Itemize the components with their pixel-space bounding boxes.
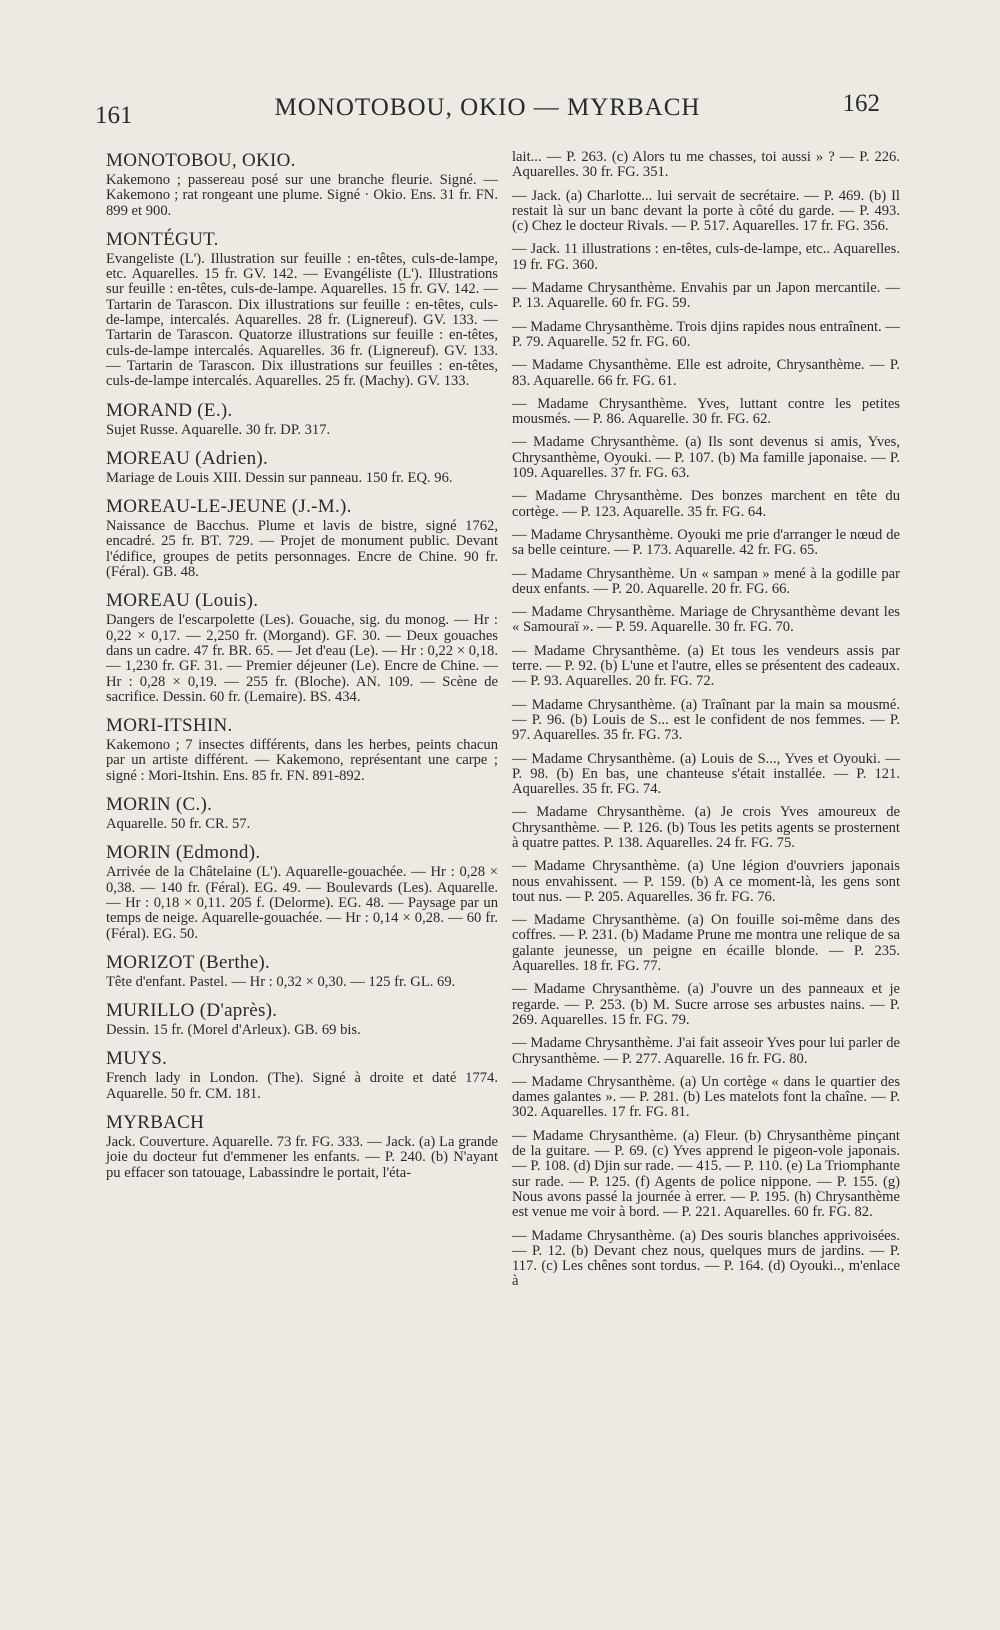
entry-text: Kakemono ; 7 insectes différents, dans les herbes, peints chacun par un artiste différent. — Kakemono, représentant une carpe ; signé : Mori-Itshin. Ens. 85 fr. FN. 891-892. [106, 737, 498, 784]
artist-heading: MURILLO (D'après). [106, 1000, 278, 1022]
catalog-entry-text: — Madame Chrysanthème. (a) On fouille soi-même dans des coffres. — P. 231. (b) Madame Prune me montra une relique de sa galante jeunesse, un peigne en écaille blonde. — P. 235. Aquarelles. 18 fr. FG. 77. [512, 912, 900, 975]
catalog-entry-text: — Jack. 11 illustrations : en-têtes, culs-de-lampe, etc.. Aquarelles. 19 fr. FG. 360. [512, 241, 900, 273]
entry-text: Mariage de Louis XIII. Dessin sur panneau. 150 fr. EQ. 96. [106, 469, 453, 486]
catalog-entry-text: — Madame Chrysanthème. J'ai fait asseoir Yves pour lui parler de Chrysanthème. — P. 277. Aquarelle. 16 fr. FG. 80. [512, 1035, 900, 1067]
entry-text: Dangers de l'escarpolette (Les). Gouache, sig. du monog. — Hr : 0,22 × 0,17. — 2,250 fr. (Morgand). GF. 30. — Deux gouaches dans un cadre. 47 fr. BR. 65. — Jet d'eau (Le). — Hr : 0,22 × 0,18. — 1,230 fr. GF. 31. — Premier déjeuner (Le). Encre de Chine. — Hr : 0,28 × 0,19. — 255 fr. (Bloche). AN. 109. — Scène de sacrifice. Dessin. 60 fr. (Lemaire). BS. 434. [106, 612, 498, 705]
artist-heading: MOREAU (Adrien). [106, 447, 269, 469]
catalog-entry [106, 590, 498, 705]
catalog-entry [106, 400, 498, 438]
artist-heading: MORI-ITSHIN. [106, 715, 233, 737]
right-column [512, 150, 900, 1298]
catalog-entry [106, 952, 498, 990]
entry-text: French lady in London. (The). Signé à droite et daté 1774. Aquarelle. 50 fr. CM. 181. [106, 1070, 498, 1102]
catalog-entry-text: — Madame Chrysanthème. (a) Et tous les vendeurs assis par terre. — P. 92. (b) L'une et l'autre, elles se présentent des cadeaux. — P. 93. Aquarelles. 20 fr. FG. 72. [512, 642, 900, 690]
artist-heading: MORAND (E.). [106, 399, 233, 421]
catalog-entry-text: — Madame Chrysanthème. (a) Fleur. (b) Chrysanthème pinçant de la guitare. — P. 69. (c) Yves apprend le pigeon-vole japonais. — P. 108. (d) Djin sur rade. — 415. — P. 110. (e) La Triomphante sur rade. — P. 125. (f) Agents de police nippone. — P. 155. (g) Nous avons passé la journée à errer. — P. 195. (h) Chrysanthème est venue me voir à bord. — P. 221. Aquarelles. 60 fr. FG. 82. [512, 1127, 900, 1221]
catalog-entry-text: lait... — P. 263. (c) Alors tu me chasses, toi aussi » ? — P. 226. Aquarelles. 30 fr. FG. 351. [512, 149, 900, 181]
catalog-entry-text: — Madame Chrysanthème. Un « sampan » mené à la godille par deux enfants. — P. 20. Aquarelle. 20 fr. FG. 66. [512, 565, 900, 597]
entry-text: Kakemono ; passereau posé sur une branche fleurie. Signé. — Kakemono ; rat rongeant une plume. Signé · Okio. Ens. 31 fr. FN. 899 et 900. [106, 172, 498, 219]
artist-heading: MOREAU (Louis). [106, 590, 259, 612]
artist-heading: MONTÉGUT. [106, 228, 219, 250]
catalog-entry-text: — Madame Chrysanthème. Envahis par un Japon mercantile. — P. 13. Aquarelle. 60 fr. FG. 59. [512, 280, 900, 312]
catalog-entry-text: — Madame Chrysanthème. (a) Ils sont devenus si amis, Yves, Chrysanthème, Oyouki. — P. 107. (b) Ma famille japonaise. — P. 109. Aquarelles. 37 fr. FG. 63. [512, 434, 900, 482]
entry-text: Arrivée de la Châtelaine (L'). Aquarelle-gouachée. — Hr : 0,28 × 0,38. — 140 fr. (Féral). EG. 49. — Boulevards (Les). Aquarelle. — Hr : 0,18 × 0,11. 205 f. (Delorme). EG. 48. — Paysage par un temps de neige. Aquarelle-gouachée. — Hr : 0,14 × 0,28. — 60 fr. (Féral). EG. 50. [106, 864, 498, 942]
catalog-entry [106, 842, 498, 941]
catalog-entry-text: — Madame Chrysanthème. Des bonzes marchent en tête du cortège. — P. 123. Aquarelle. 35 fr. FG. 64. [512, 488, 900, 520]
artist-heading: MOREAU-LE-JEUNE (J.-M.). [106, 496, 352, 518]
catalog-entry [106, 229, 498, 390]
artist-heading: MORIN (C.). [106, 794, 213, 816]
running-title: MONOTOBOU, OKIO — MYRBACH [274, 94, 701, 121]
catalog-entry-text: — Madame Chrysanthème. Mariage de Chrysanthème devant les « Samouraï ». — P. 59. Aquarelle. 30 fr. FG. 70. [512, 604, 900, 636]
catalog-entry [106, 715, 498, 784]
artist-heading: MORIN (Edmond). [106, 842, 261, 864]
artist-heading: MYRBACH [106, 1111, 205, 1133]
entry-text: Dessin. 15 fr. (Morel d'Arleux). GB. 69 bis. [106, 1022, 361, 1039]
left-column [106, 150, 498, 1191]
catalog-entry [106, 448, 498, 486]
catalog-entry-text: — Jack. (a) Charlotte... lui servait de secrétaire. — P. 469. (b) Il restait là sur un banc devant la porte à côté du garde. — P. 493. (c) Chez le docteur Rivals. — P. 517. Aquarelles. 17 fr. FG. 356. [512, 187, 900, 235]
catalog-entry [106, 794, 498, 832]
running-head [95, 90, 880, 130]
catalog-entry-text: — Madame Chrysanthème. (a) Une légion d'ouvriers japonais nous envahissent. — P. 159. (b) A ce moment-là, les gens sont tout nus. — P. 205. Aquarelles. 36 fr. FG. 76. [512, 858, 900, 905]
catalog-entry-text: — Madame Chrysanthème. (a) Traînant par la main sa mousmé. — P. 96. (b) Louis de S... est le confident de nos femmes. — P. 97. Aquarelles. 35 fr. FG. 73. [512, 696, 900, 744]
artist-heading: MONOTOBOU, OKIO. [106, 150, 296, 171]
catalog-entry [106, 1048, 498, 1102]
catalog-entry [106, 496, 498, 580]
catalog-entry-text: — Madame Chysanthème. Elle est adroite, Chrysanthème. — P. 83. Aquarelle. 66 fr. FG. 61. [512, 357, 900, 389]
left-page-number: 161 [95, 102, 133, 129]
entry-text: Naissance de Bacchus. Plume et lavis de bistre, signé 1762, encadré. 25 fr. BT. 729. — Projet de monument public. Devant l'édifice, groupes de petits personnages. Encre de Chine. 90 fr. (Féral). GB. 48. [106, 518, 498, 581]
catalog-entry-text: — Madame Chrysanthème. (a) Je crois Yves amoureux de Chrysanthème. — P. 126. (b) Tous les petits agents se prosternent à quatre pattes. P. 138. Aquarelles. 24 fr. FG. 75. [512, 804, 900, 851]
right-page-number: 162 [842, 90, 880, 117]
entry-text: Tête d'enfant. Pastel. — Hr : 0,32 × 0,30. — 125 fr. GL. 69. [106, 973, 456, 990]
catalog-entry-text: — Madame Chrysanthème. Trois djins rapides nous entraînent. — P. 79. Aquarelle. 52 fr. FG. 60. [512, 318, 900, 350]
entry-text: Jack. Couverture. Aquarelle. 73 fr. FG. 333. — Jack. (a) La grande joie du docteur fut d'emmener les enfants. — P. 240. (b) N'ayant pu effacer son tatouage, Labassindre le portait, l'éta- [106, 1133, 498, 1181]
catalog-entry [106, 1112, 498, 1181]
catalog-entry-text: — Madame Chrysanthème. Oyouki me prie d'arranger le nœud de sa belle ceinture. — P. 173. Aquarelle. 42 fr. FG. 65. [512, 526, 900, 559]
catalog-entry-text: — Madame Chrysanthème. (a) Louis de S..., Yves et Oyouki. — P. 98. (b) En bas, une chanteuse s'était installée. — P. 121. Aquarelles. 35 fr. FG. 74. [512, 750, 900, 798]
entry-text: Aquarelle. 50 fr. CR. 57. [106, 816, 251, 833]
entry-text: Evangeliste (L'). Illustration sur feuille : en-têtes, culs-de-lampe, etc. Aquarelles. 15 fr. GV. 142. — Evangéliste (L'). Illustrations sur feuille : en-têtes, culs-de-lampe. Aquarelles. 15 fr. GV. 142. — Tartarin de Tarascon. Dix illustrations sur feuille : en-têtes, culs-de-lampe, intercalés. Aquarelles. 28 fr. (Lignereuf). GV. 133. — Tartarin de Tarascon. Quatorze illustrations sur feuille : en-têtes, culs-de-lampe intercalés. Aquarelles. 36 fr. (Lignereuf). GV. 133. — Tartarin de Tarascon. Dix illustrations sur feuilles : en-têtes, culs-de-lampe intercalés. Aquarelles. 25 fr. (Machy). GV. 133. [106, 250, 498, 390]
entry-text: Sujet Russe. Aquarelle. 30 fr. DP. 317. [106, 421, 331, 438]
catalog-entry-text: — Madame Chrysanthème. (a) J'ouvre un des panneaux et je regarde. — P. 253. (b) M. Sucre arrose ses arbustes nains. — P. 269. Aquarelles. 15 fr. FG. 79. [512, 981, 900, 1028]
artist-heading: MUYS. [106, 1048, 168, 1070]
catalog-entry [106, 1000, 498, 1038]
catalog-entry [106, 150, 498, 219]
catalog-entry-text: — Madame Chrysanthème. Yves, luttant contre les petites mousmés. — P. 86. Aquarelle. 30 fr. FG. 62. [512, 395, 900, 428]
artist-heading: MORIZOT (Berthe). [106, 951, 271, 973]
catalog-entry-text: — Madame Chrysanthème. (a) Un cortège « dans le quartier des dames galantes ». — P. 281. (b) Les matelots font la chaîne. — P. 302. Aquarelles. 17 fr. FG. 81. [512, 1073, 900, 1121]
catalog-entry-text: — Madame Chrysanthème. (a) Des souris blanches apprivoisées. — P. 12. (b) Devant chez nous, quelques murs de jardins. — P. 117. (c) Les chênes sont tordus. — P. 164. (d) Oyouki.., m'enlace à [512, 1227, 900, 1290]
